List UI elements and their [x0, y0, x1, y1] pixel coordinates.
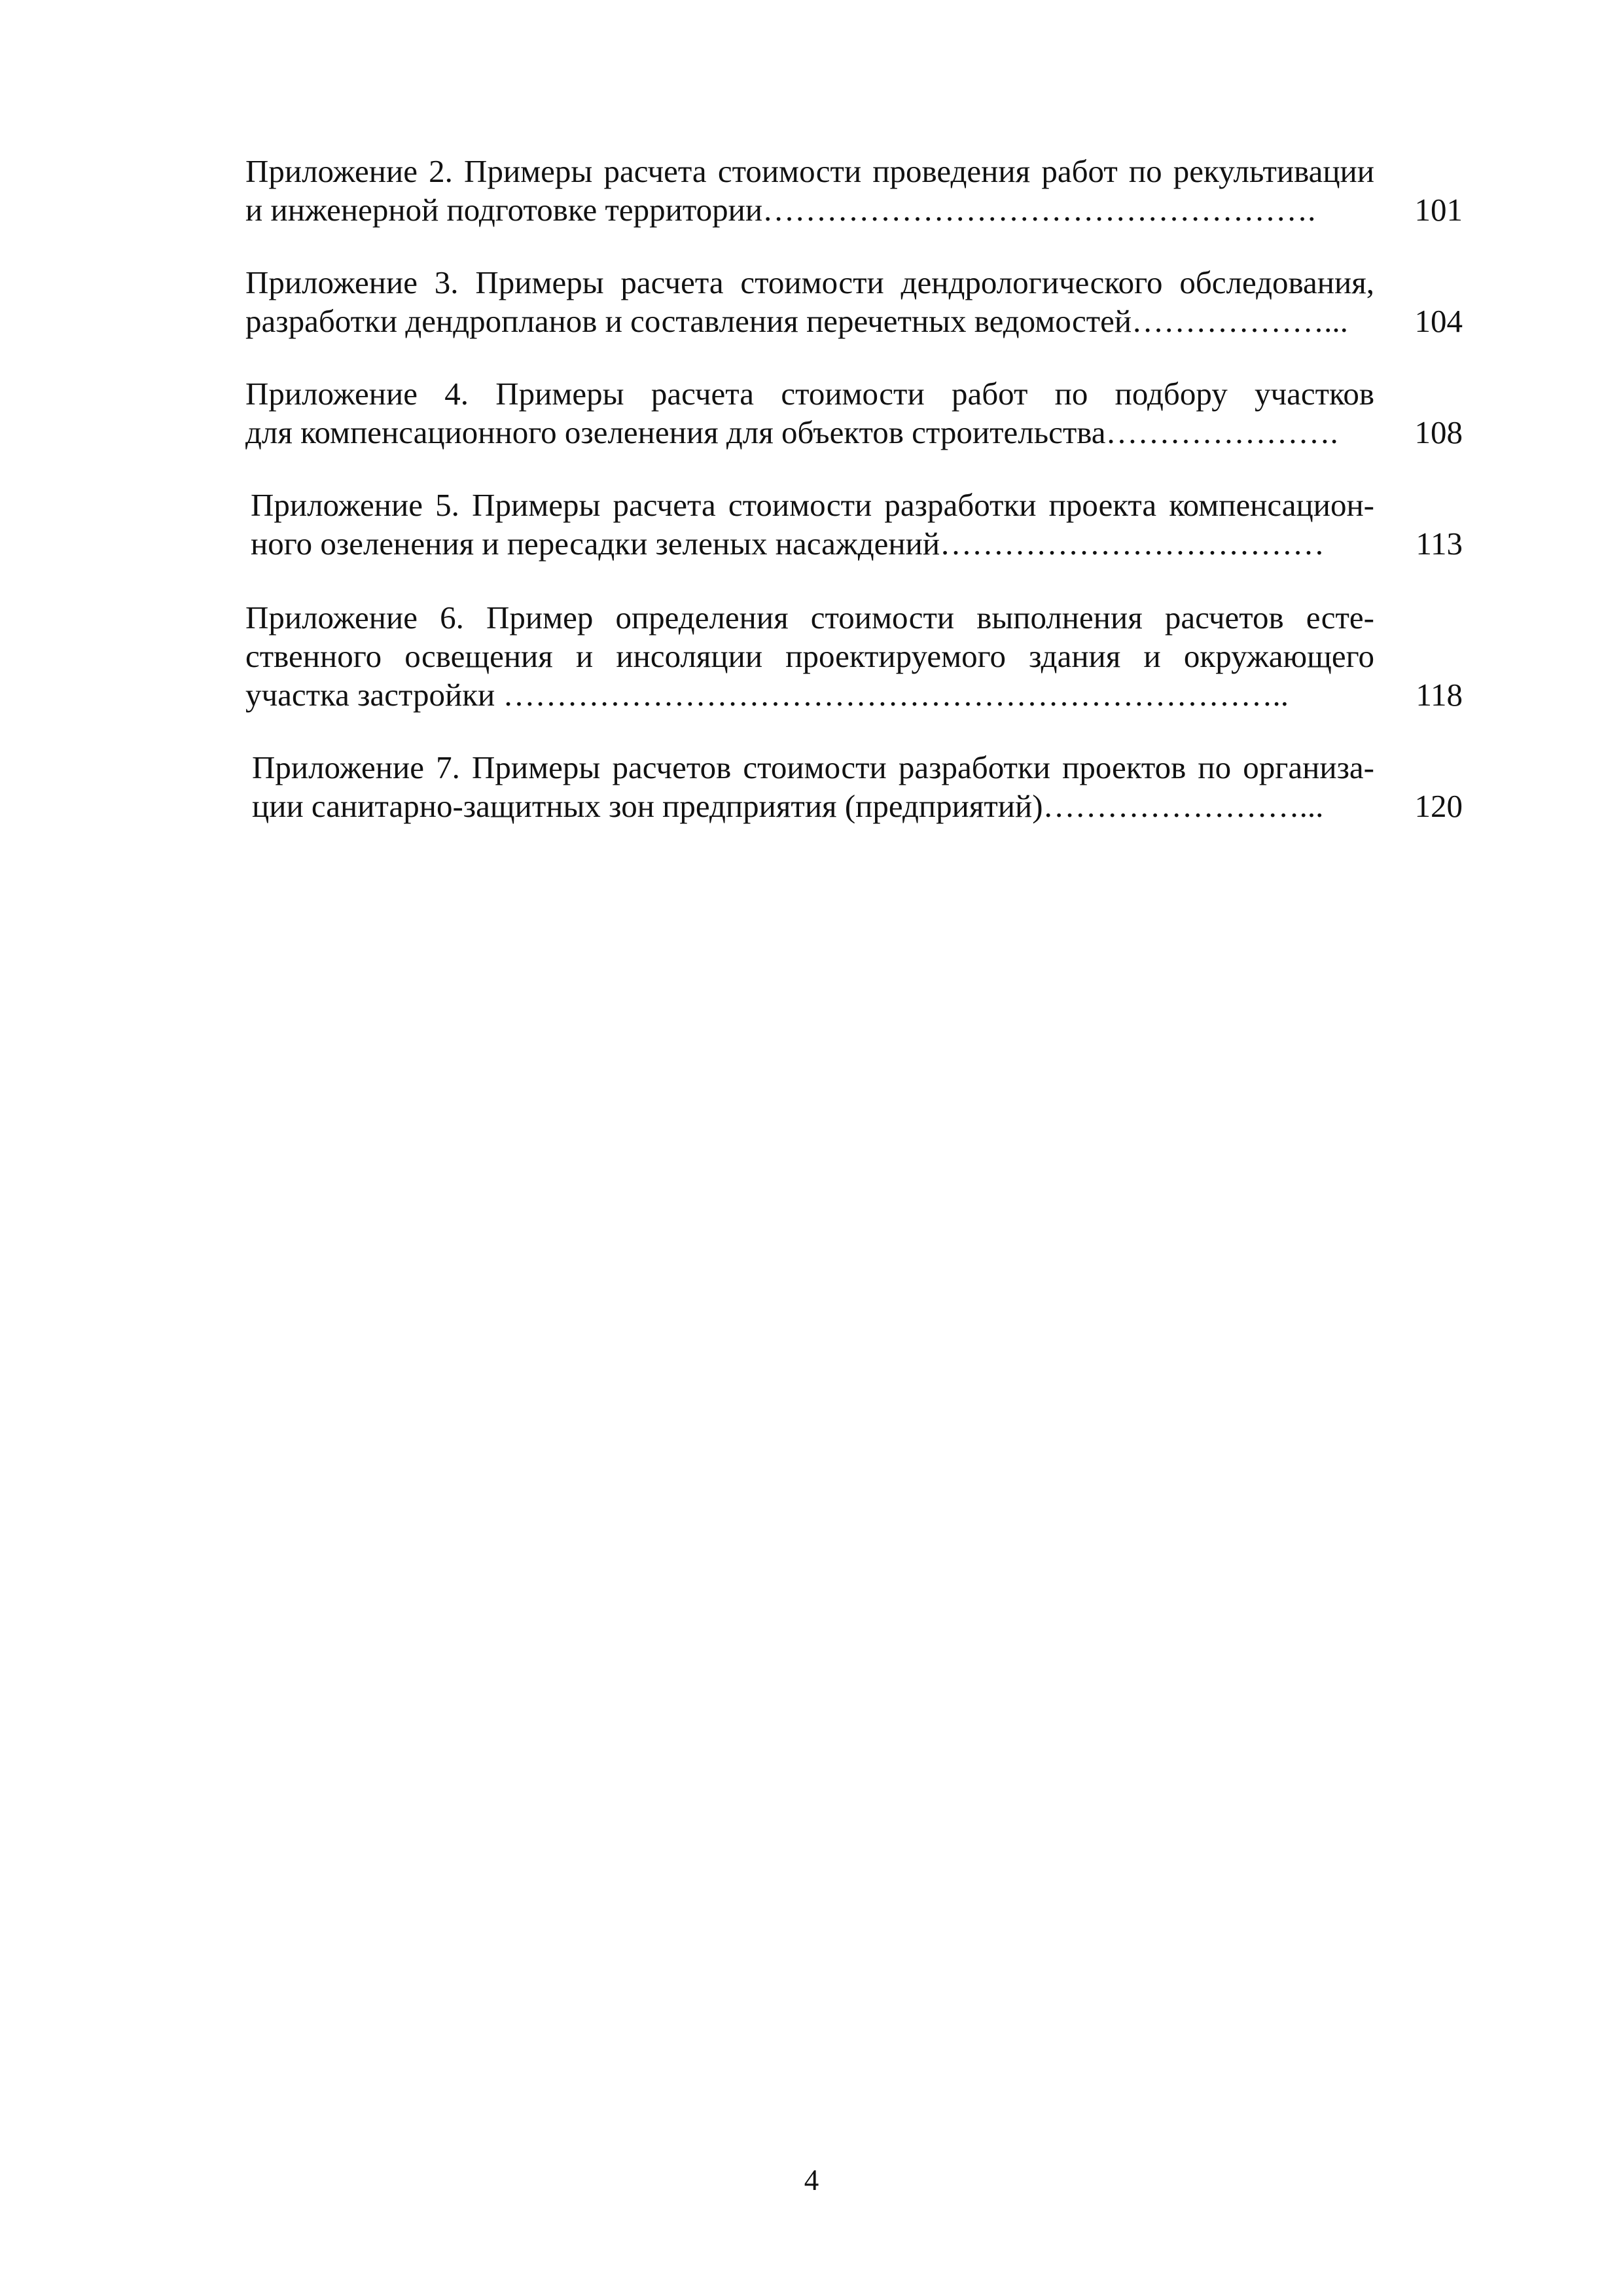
toc-entry-text-line: и инженерной подготовке территории…………………………………………….	[245, 192, 1316, 228]
toc-entry-page-number: 101	[1414, 192, 1463, 228]
toc-entry-text-line: ного озеленения и пересадки зеленых насаждений………………………………	[251, 526, 1325, 562]
toc-entry-text-line: разработки дендропланов и составления перечетных ведомостей………………...	[245, 303, 1348, 339]
toc-entry-appendix-4	[245, 374, 1463, 452]
toc-entry-text-line: Приложение 7. Примеры расчетов стоимости разработки проектов по организа-	[252, 749, 1374, 785]
table-of-contents	[245, 152, 1463, 825]
toc-entry-appendix-2	[245, 152, 1463, 229]
toc-entry-page-number: 104	[1414, 303, 1463, 339]
toc-entry-text-line: ственного освещения и инсоляции проектируемого здания и окружающего	[245, 638, 1374, 674]
toc-entry-appendix-7	[245, 748, 1463, 825]
toc-entry-text-line: ции санитарно-защитных зон предприятия (предприятий)……………………...	[252, 788, 1324, 824]
toc-entry-text-line: Приложение 2. Примеры расчета стоимости проведения работ по рекультивации	[245, 153, 1374, 189]
toc-entry-text-line: Приложение 6. Пример определения стоимости выполнения расчетов есте-	[245, 600, 1374, 636]
toc-entry-appendix-5	[245, 486, 1463, 563]
toc-entry-page-number: 108	[1414, 414, 1463, 450]
toc-entry-page-number: 120	[1414, 788, 1463, 824]
toc-entry-text-line: участка застройки ………………………………………………………………..	[245, 677, 1289, 713]
toc-entry-text-line: Приложение 5. Примеры расчета стоимости разработки проекта компенсацион-	[251, 487, 1374, 523]
toc-entry-page-number: 118	[1416, 677, 1463, 713]
page-number: 4	[804, 2164, 819, 2197]
toc-entry-appendix-6	[245, 598, 1463, 714]
toc-entry-appendix-3	[245, 263, 1463, 340]
toc-entry-text-line: Приложение 3. Примеры расчета стоимости дендрологического обследования,	[245, 264, 1374, 300]
toc-entry-text-line: для компенсационного озеленения для объектов строительства………………….	[245, 414, 1338, 450]
toc-entry-page-number: 113	[1416, 526, 1463, 562]
toc-entry-text-line: Приложение 4. Примеры расчета стоимости работ по подбору участков	[245, 376, 1374, 412]
